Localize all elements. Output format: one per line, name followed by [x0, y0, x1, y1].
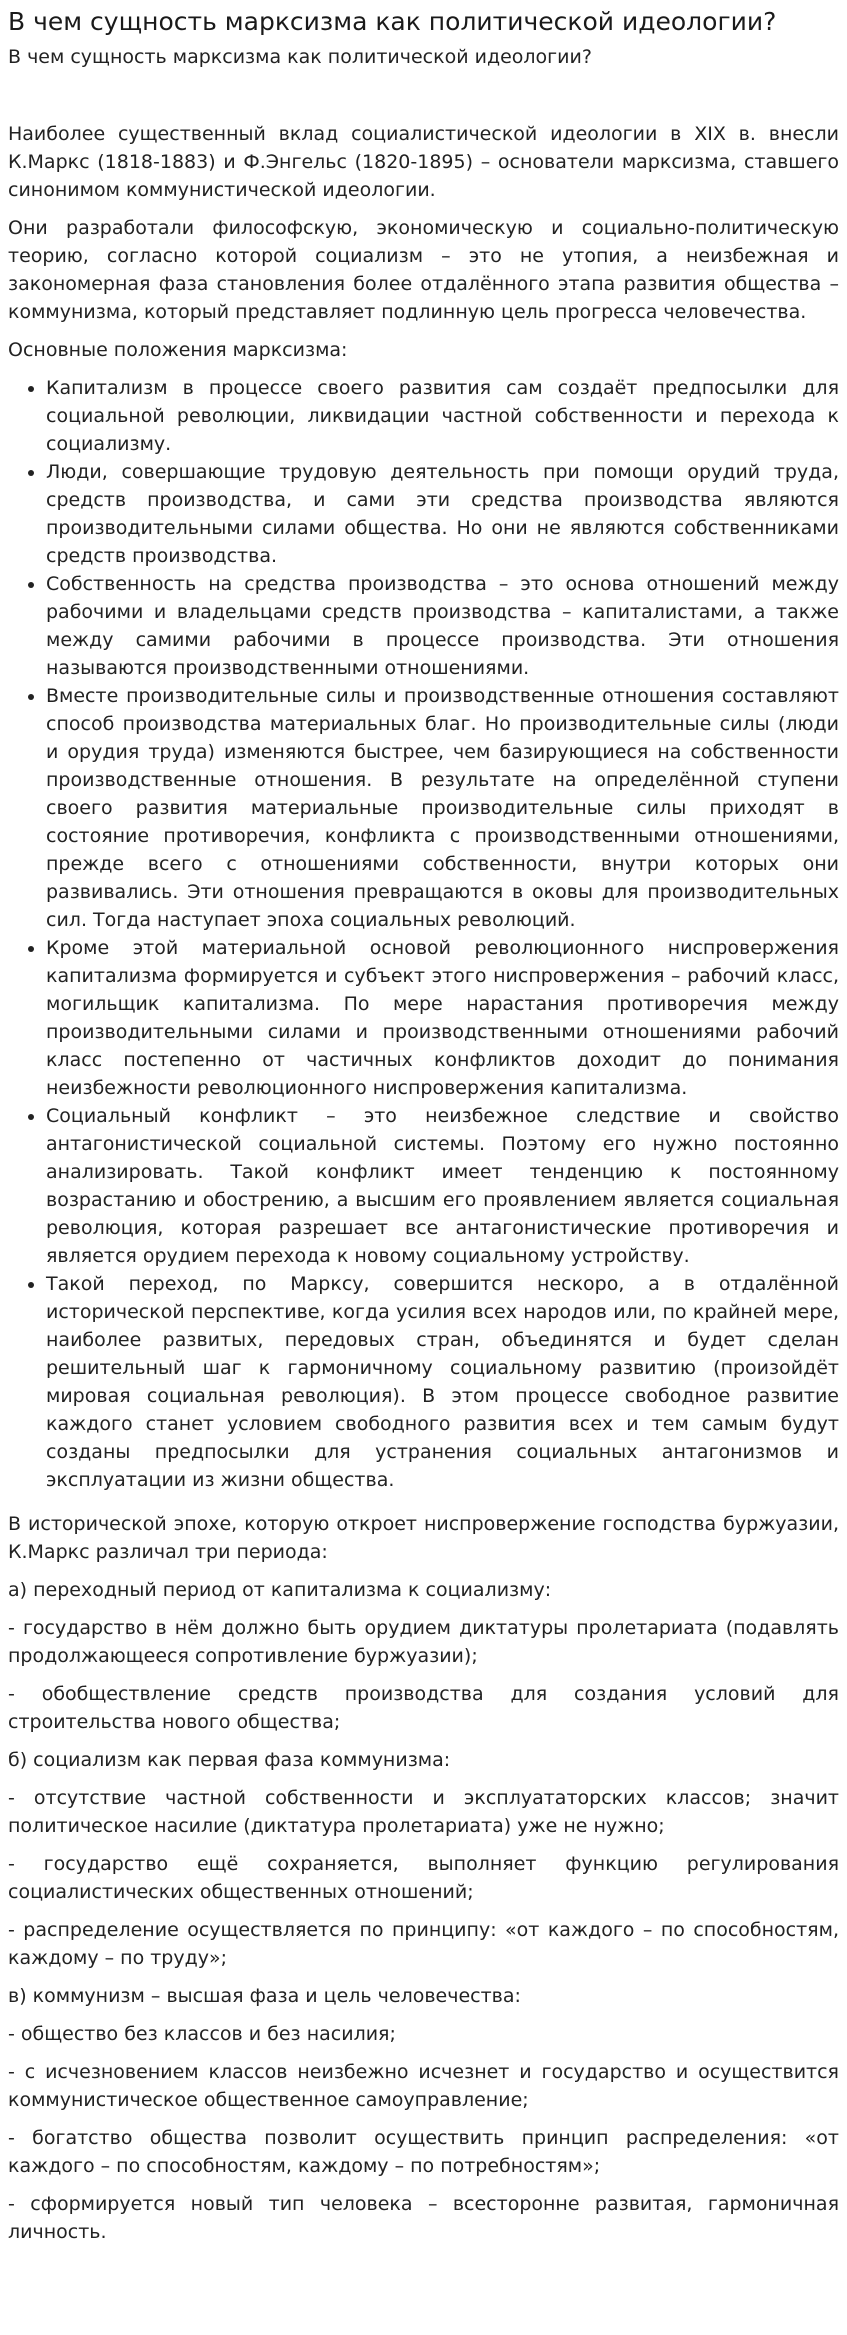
list-item: • Люди, совершающие трудовую деятельность при помощи орудий труда, средств производства, и сами эти средства производства являются производительными силами общества. Но они не являются собственниками средств производства.	[46, 458, 839, 570]
period-point: - сформируется новый тип человека – всесторонне развитая, гармоничная личность.	[8, 2193, 839, 2243]
list-item: • Капитализм в процессе своего развития сам создаёт предпосылки для социальной революции, ликвидации частной собственности и перехода к социализму.	[46, 374, 839, 458]
period-heading: б) социализм как первая фаза коммунизма:	[8, 1749, 451, 1771]
period-point: - обобществление средств производства для создания условий для строительства нового общества;	[8, 1683, 839, 1733]
period-point: - общество без классов и без насилия;	[8, 2023, 396, 2045]
list-item: • Собственность на средства производства – это основа отношений между рабочими и владельцами средств производства – капиталистами, а также между самими рабочими в процессе производства. Эти отношения называются производственными отношениями.	[46, 570, 839, 682]
page-title: В чем сущность марксизма как политической идеологии?	[8, 7, 777, 36]
periods-intro: В исторической эпохе, которую откроет ниспровержение господства буржуазии, К.Маркс различал три периода:	[8, 1513, 839, 1563]
period-point: - распределение осуществляется по принципу: «от каждого – по способностям, каждому – по труду»;	[8, 1919, 839, 1969]
period-heading: в) коммунизм – высшая фаза и цель человечества:	[8, 1985, 521, 2007]
period-point: - богатство общества позволит осуществить принцип распределения: «от каждого – по способностям, каждому – по потребностям»;	[8, 2127, 839, 2177]
list-item: • Кроме этой материальной основой революционного ниспровержения капитализма формируется и субъект этого ниспровержения – рабочий класс, могильщик капитализма. По мере нарастания противоречия между производительными силами и производственными отношениями рабочий класс постепенно от частичных конфликтов доходит до понимания неизбежности революционного ниспровержения капитализма.	[46, 934, 839, 1102]
page-subtitle: В чем сущность марксизма как политической идеологии?	[8, 46, 592, 68]
period-point: - государство в нём должно быть орудием диктатуры пролетариата (подавлять продолжающееся сопротивление буржуазии);	[8, 1617, 839, 1667]
intro-paragraph: Наиболее существенный вклад социалистической идеологии в XIX в. внесли К.Маркс (1818-1883) и Ф.Энгельс (1820-1895) – основатели марксизма, ставшего синонимом коммунистической идеологии.	[8, 123, 839, 201]
list-item: • Вместе производительные силы и производственные отношения составляют способ производства материальных благ. Но производительные силы (люди и орудия труда) изменяются быстрее, чем базирующиеся на собственности производственные отношения. В результате на определённой ступени своего развития материальные производительные силы приходят в состояние противоречия, конфликта с производственными отношениями, прежде всего с отношениями собственности, внутри которых они развивались. Эти отношения превращаются в оковы для производительных сил. Тогда наступает эпоха социальных революций.	[46, 682, 839, 934]
list-item: • Социальный конфликт – это неизбежное следствие и свойство антагонистической социальной системы. Поэтому его нужно постоянно анализировать. Такой конфликт имеет тенденцию к постоянному возрастанию и обострению, а высшим его проявлением является социальная революция, которая разрешает все антагонистические противоречия и является орудием перехода к новому социальному устройству.	[46, 1102, 839, 1270]
period-point: - государство ещё сохраняется, выполняет функцию регулирования социалистических общественных отношений;	[8, 1853, 839, 1903]
period-heading: а) переходный период от капитализма к социализму:	[8, 1579, 552, 1601]
list-heading: Основные положения марксизма:	[8, 339, 348, 361]
article	[0, 6, 847, 2246]
period-point: - отсутствие частной собственности и эксплуататорских классов; значит политическое насилие (диктатура пролетариата) уже не нужно;	[8, 1787, 839, 1837]
intro-paragraph: Они разработали философскую, экономическую и социально-политическую теорию, согласно которой социализм – это не утопия, а неизбежная и закономерная фаза становления более отдалённого этапа развития общества – коммунизма, который представляет подлинную цель прогресса человечества.	[8, 217, 839, 323]
marxism-principles-list	[8, 374, 839, 1494]
period-point: - с исчезновением классов неизбежно исчезнет и государство и осуществится коммунистическое общественное самоуправление;	[8, 2061, 839, 2111]
list-item: • Такой переход, по Марксу, совершится нескоро, а в отдалённой исторической перспективе, когда усилия всех народов или, по крайней мере, наиболее развитых, передовых стран, объединятся и будет сделан решительный шаг к гармоничному социальному развитию (произойдёт мировая социальная революция). В этом процессе свободное развитие каждого станет условием свободного развития всех и тем самым будут созданы предпосылки для устранения социальных антагонизмов и эксплуатации из жизни общества.	[46, 1270, 839, 1494]
